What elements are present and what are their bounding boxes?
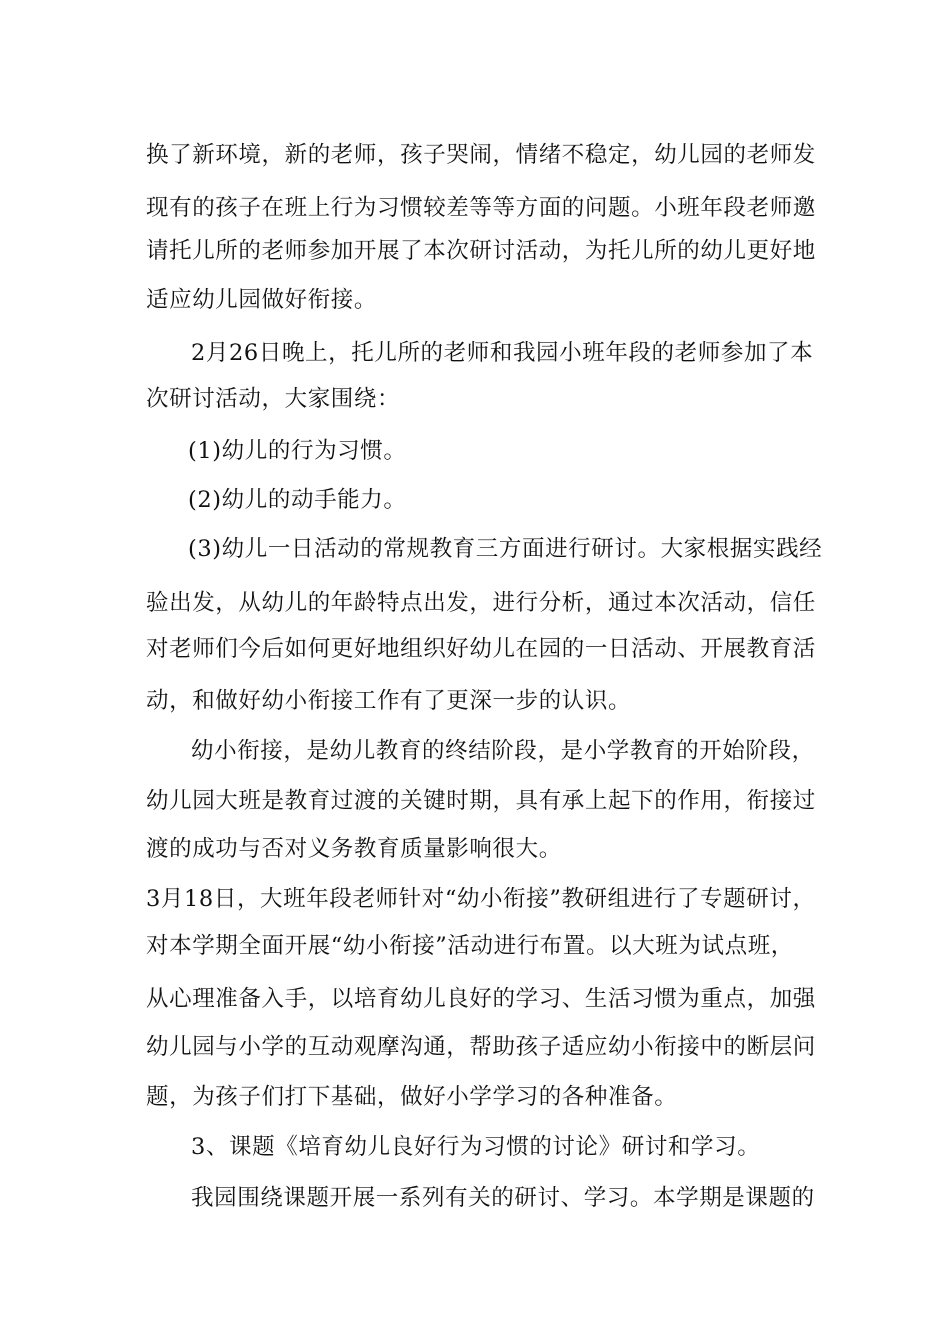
text-line: 请托儿所的老师参加开展了本次研讨活动，为托儿所的幼儿更好地 xyxy=(146,238,816,264)
text-line: 渡的成功与否对义务教育质量影响很大。 xyxy=(146,836,562,862)
text-line: (3)幼儿一日活动的常规教育三方面进行研讨。大家根据实践经 xyxy=(188,536,823,562)
text-line: (1)幼儿的行为习惯。 xyxy=(188,438,407,464)
text-line: 验出发，从幼儿的年龄特点出发，进行分析，通过本次活动，信任 xyxy=(146,590,816,616)
text-line: 幼小衔接，是幼儿教育的终结阶段，是小学教育的开始阶段， xyxy=(191,738,815,764)
text-line: 我园围绕课题开展一系列有关的研讨、学习。本学期是课题的 xyxy=(191,1185,815,1211)
text-line: 幼儿园大班是教育过渡的关键时期，具有承上起下的作用，衔接过 xyxy=(146,788,816,814)
text-line: 现有的孩子在班上行为习惯较差等等方面的问题。小班年段老师邀 xyxy=(146,195,816,221)
text-line: 题，为孩子们打下基础，做好小学学习的各种准备。 xyxy=(146,1084,678,1110)
text-line: 2月26日晚上，托儿所的老师和我园小班年段的老师参加了本 xyxy=(191,340,814,366)
text-line: 幼儿园与小学的互动观摩沟通，帮助孩子适应幼小衔接中的断层问 xyxy=(146,1034,816,1060)
text-line: 动，和做好幼小衔接工作有了更深一步的认识。 xyxy=(146,688,632,714)
text-line: 适应幼儿园做好衔接。 xyxy=(146,287,378,313)
text-line: 换了新环境，新的老师，孩子哭闹，情绪不稳定，幼儿园的老师发 xyxy=(146,142,816,168)
text-line: 对老师们今后如何更好地组织好幼儿在园的一日活动、开展教育活 xyxy=(146,636,816,662)
text-line: 次研讨活动，大家围绕： xyxy=(146,386,401,412)
text-line: (2)幼儿的动手能力。 xyxy=(188,487,407,513)
text-line: 3月18日，大班年段老师针对“幼小衔接”教研组进行了专题研讨， xyxy=(146,886,816,912)
text-line: 从心理准备入手，以培育幼儿良好的学习、生活习惯为重点，加强 xyxy=(146,986,816,1012)
text-line: 对本学期全面开展“幼小衔接”活动进行布置。以大班为试点班， xyxy=(146,933,794,959)
text-line: 3、课题《培育幼儿良好行为习惯的讨论》研讨和学习。 xyxy=(191,1134,761,1160)
